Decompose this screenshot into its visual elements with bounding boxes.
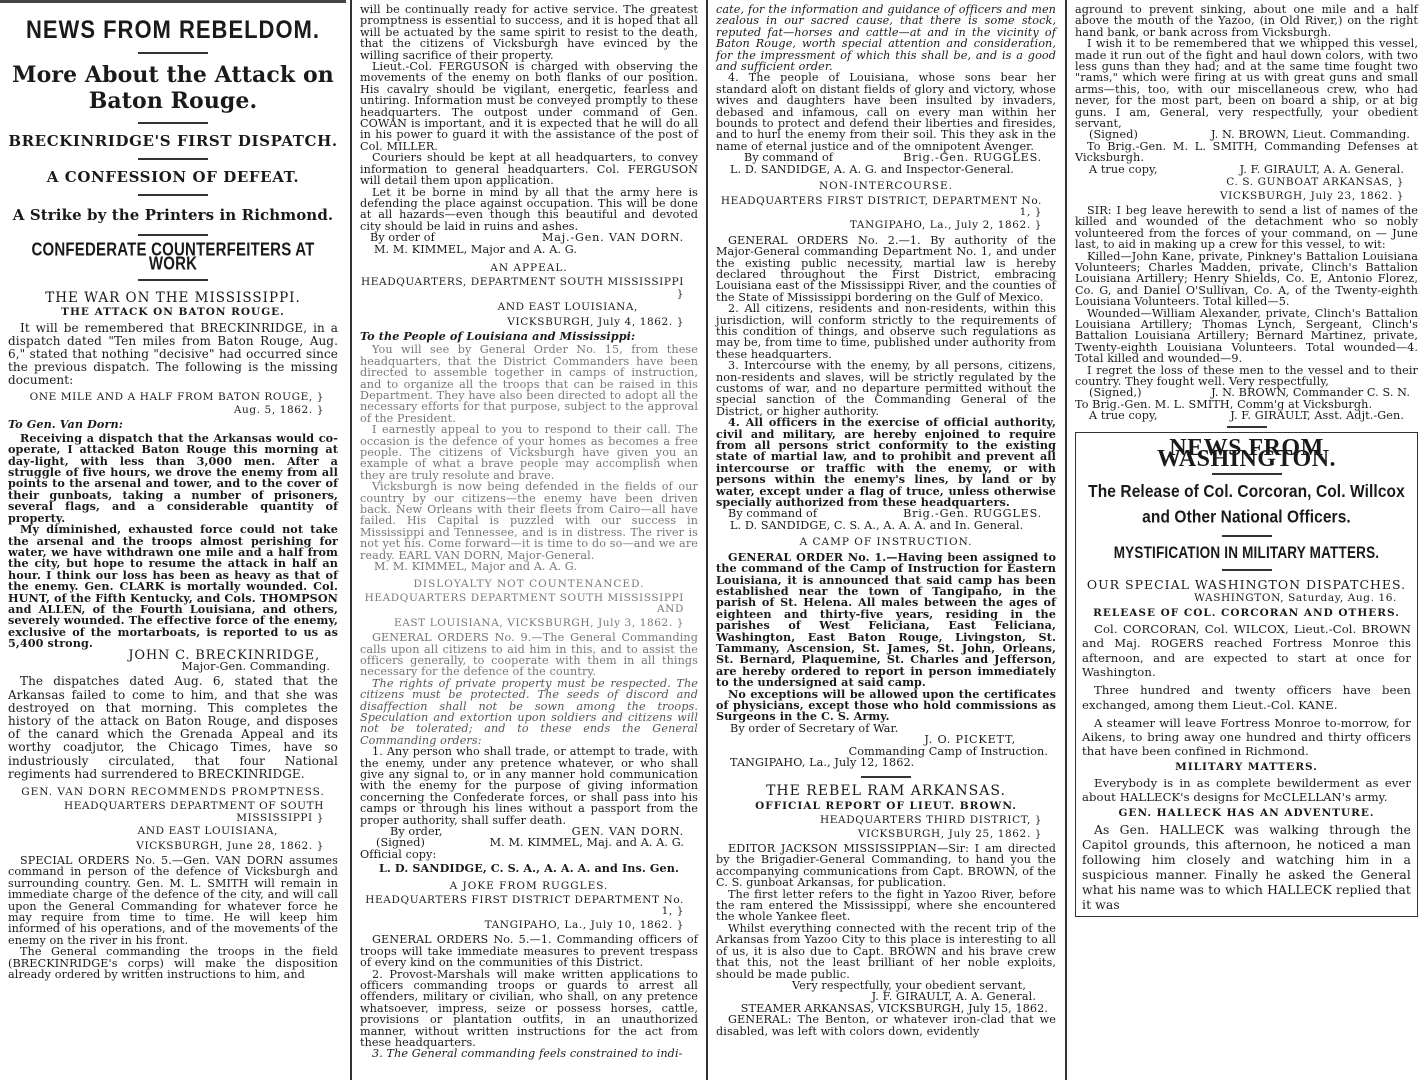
true-copy-line xyxy=(1075,410,1418,421)
by-command-label: By command of xyxy=(744,151,834,165)
headquarters-line: HEADQUARTERS FIRST DISTRICT DEPARTMENT No. 1, } xyxy=(365,894,684,918)
salutation: To the People of Louisiana and Mississippi: xyxy=(360,328,636,343)
deck-printers-strike: A Strike by the Printers in Richmond. xyxy=(12,206,334,224)
closing-line: Very respectfully, your obedient servant, xyxy=(792,978,1026,992)
article-paragraph: Whilst everything connected with the recent trip of the Arkansas from Yazoo City to this place is interesting to all of us, it is also due to Capt. BROWN and his brave crew that this, not the least brilliant of her noble exploits, should be made public. xyxy=(716,921,1056,981)
separator xyxy=(138,279,208,281)
article-paragraph: To Brig.-Gen. M. L. SMITH, Commanding Defenses at Vicksburgh. xyxy=(1075,139,1418,165)
aag-line: L. D. SANDIDGE, C. S. A., A. A. A. and In. General. xyxy=(730,518,1024,532)
true-copy-line xyxy=(1075,164,1418,175)
section-title-washington-dispatches: OUR SPECIAL WASHINGTON DISPATCHES. xyxy=(1086,576,1407,592)
signature-title: Major-Gen. Commanding. xyxy=(181,659,330,673)
by-command-label: By command of xyxy=(728,507,818,521)
subsection-military-matters: MILITARY MATTERS. xyxy=(1175,760,1318,773)
article-paragraph: GENERAL ORDERS No. 5.—1. Commanding officers of troops will take immediate measures to prevent trespass of every kind on the communities of this District. xyxy=(360,933,698,970)
headquarters-line: VICKSBURGH, July 4, 1862. } xyxy=(507,315,684,328)
headquarters-line: VICKSBURGH, June 28, 1862. } xyxy=(136,839,324,852)
article-paragraph: Receiving a dispatch that the Arkansas would co-operate, I attacked Baton Rouge this morning at day-light, with less than 3,000 men. After a struggle of five hours, we drove the enemy from all points to the arsenal and tower, and to the cover of their gunboats, taking a number of prisoners, several flags, and a considerable quantity of property. xyxy=(8,430,338,525)
washington-news-box xyxy=(1075,432,1418,918)
by-order-signer: Maj.-Gen. VAN DORN. xyxy=(542,231,684,245)
headquarters-line: TANGIPAHO, La., July 10, 1862. } xyxy=(484,918,684,931)
headquarters-line: AND EAST LOUISIANA, xyxy=(497,301,638,314)
by-command-signer: Brig.-Gen. RUGGLES. xyxy=(903,151,1042,165)
signature-name: J. O. PICKETT, xyxy=(924,733,1016,747)
official-copy-label: Official copy: xyxy=(360,847,437,861)
article-paragraph: GENERAL ORDERS No. 9.—The General Commanding calls upon all citizens to aid him in this, and to assist the officers generally, to cooperate with them in all things necessary for the defence of the country. xyxy=(360,631,698,679)
by-order-signer: GEN. VAN DORN. xyxy=(571,825,684,839)
article-paragraph: Couriers should be kept at all headquarters, to convey information to general headquarters. Col. FERGUSON will detail them upon application. xyxy=(360,151,698,188)
article-paragraph: GENERAL: The Benton, or whatever iron-clad that we disabled, was left with colors down, evidently xyxy=(716,1013,1056,1038)
steamer-dateline: STEAMER ARKANSAS, VICKSBURGH, July 15, 1862. xyxy=(740,1001,1048,1015)
section-title-war-mississippi: THE WAR ON THE MISSISSIPPI. xyxy=(45,289,301,306)
column-2 xyxy=(350,0,706,1080)
article-paragraph: EDITOR JACKSON MISSISSIPPIAN—Sir: I am directed by the Brigadier-General Commanding, to hand you the accompanying communications from Capt. BROWN, of the C. S. gunboat Arkansas, for publication. xyxy=(716,842,1056,890)
headquarters-line: HEADQUARTERS DEPARTMENT OF SOUTH MISSISSIPPI } xyxy=(63,800,324,824)
article-paragraph: To Brig.-Gen. M. L. SMITH, Comm'g at Vicksburgh. xyxy=(1075,397,1373,411)
signed-label: (Signed) xyxy=(376,836,425,850)
subsection-attack-baton-rouge: THE ATTACK ON BATON ROUGE. xyxy=(61,306,285,319)
deck-breckinridge-dispatch: BRECKINRIDGE'S FIRST DISPATCH. xyxy=(8,132,338,150)
section-title-joke-ruggles: A JOKE FROM RUGGLES. xyxy=(449,879,609,892)
article-paragraph: Wounded—William Alexander, private, Clinch's Battalion Louisiana Artillery; Thomas Lynch, Sergeant, Clinch's Battalion Louisiana Artillery; Bernard Martinez, private, Twenty-eighth Louisiana Volunteers. Total wounded—4. Total killed and wounded—9. xyxy=(1075,306,1418,366)
true-copy-label: A true copy, xyxy=(1089,162,1158,176)
signed-label: (Signed) xyxy=(1089,128,1138,142)
masthead-rebeldom: NEWS FROM REBELDOM. xyxy=(26,15,320,44)
article-paragraph: No exceptions will be allowed upon the certificates of physicians, except those who hold commissions as Surgeons in the C. S. Army. xyxy=(716,686,1056,724)
salutation: To Gen. Van Dorn: xyxy=(8,417,123,432)
article-paragraph: The first letter refers to the fight in Yazoo River, before the ram entered the Mississippi, where she encountered the whole Yankee fleet. xyxy=(716,887,1056,924)
signed-signer: J. N. BROWN, Lieut. Commanding. xyxy=(1210,128,1410,142)
separator xyxy=(1222,535,1272,537)
article-paragraph: As Gen. HALLECK was walking through the Capitol grounds, this afternoon, he noticed a man following him closely and watching him in a suspicious manner. Finally he asked the General what his name was to which HALLECK replied that it was xyxy=(1082,822,1411,913)
signature-title: Commanding Camp of Instruction. xyxy=(848,744,1048,758)
section-title-appeal: AN APPEAL. xyxy=(490,261,568,274)
dateline: ONE MILE AND A HALF FROM BATON ROUGE, } xyxy=(29,390,324,403)
article-paragraph: 3. The General commanding feels constrained to indi- xyxy=(372,1047,683,1061)
deck-mystification: MYSTIFICATION IN MILITARY MATTERS. xyxy=(1113,543,1380,563)
signed-signer: J. N. BROWN, Commander C. S. N. xyxy=(1211,386,1410,400)
section-title-rebel-ram: THE REBEL RAM ARKANSAS. xyxy=(766,783,1006,800)
separator xyxy=(138,234,208,236)
article-paragraph: SPECIAL ORDERS No. 5.—Gen. VAN DORN assumes command in person of the defence of Vicksburgh and surrounding country. Gen. M. L. SMITH will remain in immediate charge of the defence of the city, and will call upon the General Commanding for whatever force he may require from time to time. He will keep him informed of his operations, and of the movements of the enemy on the river in his front. xyxy=(8,854,338,947)
article-paragraph: 2. All citizens, residents and non-residents, within this jurisdiction, will conform strictly to the requirements of this condition of things, and observe such regulations as may be, from time to time, published under authority from these headquarters. xyxy=(716,302,1056,361)
subsection-halleck-adventure: GEN. HALLECK HAS AN ADVENTURE. xyxy=(1118,806,1375,819)
article-paragraph: Vicksburgh is now being defended in the fields of our country by our citizens—the enemy have been driven back. New Orleans with their fleets from Cairo—all have failed. His Capital is puzzled with our success in Mississippi and Tennessee, and is in distress. The river is not yet his. Come forward—it is time to do so—and we are ready. EARL VAN DORN, Major-General. xyxy=(360,480,698,562)
article-paragraph: 3. Intercourse with the enemy, by all persons, citizens, non-residents and slaves, will be strictly regulated by the customs of war, and no departure permitted without the special sanction of the Commanding General of the District, or higher authority. xyxy=(716,359,1056,418)
signature-name: JOHN C. BRECKINRIDGE, xyxy=(128,647,320,663)
article-paragraph: Three hundred and twenty officers have been exchanged, among them Lieut.-Col. KANE. xyxy=(1082,683,1411,712)
article-paragraph: SIR: I beg leave herewith to send a list of names of the killed and wounded of the detachment who so nobly volunteered from the forces of your command, on — June last, to aid in making up a crew for this vessel, to wit: xyxy=(1075,203,1418,252)
section-title-disloyalty: DISLOYALTY NOT COUNTENANCED. xyxy=(413,577,645,590)
article-paragraph: Everybody is in as complete bewilderment as ever about HALLECK's designs for McCLELLAN's army. xyxy=(1082,776,1411,805)
by-command-line xyxy=(716,152,1056,163)
article-paragraph: I regret the loss of these men to the vessel and to their country. They fought well. Very respectfully, xyxy=(1075,363,1418,388)
dateline: Aug. 5, 1862. } xyxy=(233,404,324,417)
article-paragraph: 2. Provost-Marshals will make written applications to officers commanding troops or guards to arrest all offenders, military or civilian, who shall, on any pretence whatsoever, impress, seize or possess horses, cattle, provisions or plantation outfits, in an unauthorized manner, without written instructions for the act from these headquarters. xyxy=(360,967,698,1049)
by-order-line: By order of Secretary of War. xyxy=(730,721,899,735)
article-paragraph: aground to prevent sinking, about one mile and a half above the mouth of the Yazoo, (in Old River,) on the right hand bank, or bank across from Vicksburgh. xyxy=(1075,3,1418,39)
article-paragraph: The General commanding the troops in the field (BRECKINRIDGE's corps) will make the disposition already ordered by written instructions to him, and xyxy=(8,945,338,982)
column-1 xyxy=(0,0,346,1080)
dateline: TANGIPAHO, La., July 12, 1862. xyxy=(730,756,915,769)
closing-signature: J. F. GIRAULT, A. A. General. xyxy=(871,990,1036,1004)
subsection-official-report: OFFICIAL REPORT OF LIEUT. BROWN. xyxy=(755,799,1017,812)
column-3 xyxy=(706,0,1064,1080)
by-order-label: By order of xyxy=(370,231,435,245)
section-title-van-dorn: GEN. VAN DORN RECOMMENDS PROMPTNESS. xyxy=(21,786,325,798)
article-paragraph: 4. All officers in the exercise of official authority, civil and military, are hereby enjoined to require from all persons strict conformity to the existing state of martial law, and to prohibit and prevent all intercourse or traffic with the enemy, or with persons within the enemy's lines, by land or by water, except under a flag of truce, unless otherwise specially authorized from these headquarters. xyxy=(716,415,1056,510)
article-paragraph: 1. Any person who shall trade, or attempt to trade, with the enemy, under any pretence whatever, or who shall give any signal to, or in any manner hold communication with the enemy for the purpose of giving information concerning the Confederate forces, or shall pass into his camps or through his lines without a passport from the proper authority, shall suffer death. xyxy=(360,745,698,827)
separator xyxy=(861,776,911,778)
article-paragraph: My diminished, exhausted force could not take the arsenal and the troops almost perishing for water, we have withdrawn one mile and a half from the city, but hope to resume the attack in half an hour. I think our loss has been as heavy as that of the enemy. Gen. CLARK is mortally wounded. Col. HUNT, of the Fifth Kentucky, and Cols. THOMPSON and ALLEN, of the Fourth Louisiana, and others, severely wounded. The effective force of the enemy, exclusive of the mortarboats, is reported to us as 5,400 strong. xyxy=(8,522,338,651)
separator xyxy=(138,158,208,160)
article-paragraph: cate, for the information and guidance of officers and men zealous in our sacred cause, that there is some stock, reputed fat—horses and cattle—at and in the vicinity of Baton Rouge, worth special attention and consideration, for the impressment of which this shall be, and is a good and sufficient order. xyxy=(716,3,1056,74)
official-signature: L. D. SANDIDGE, C. S. A., A. A. A. and Ins. Gen. xyxy=(378,861,680,876)
article-paragraph: GENERAL ORDER No. 1.—Having been assigned to the command of the Camp of Instruction for Eastern Louisiana, it is announced that said camp has been established near the town of Tangipaho, in the parish of St. Helena. All males between the ages of eighteen and thirty-five years, residing in the parishes of West Feliciana, East Feliciana, Washington, East Baton Rouge, Livingston, St. Tammany, Ascension, St. James, St. John, Orleans, St. Bernard, Plaquemine, St. Charles and Jefferson, are hereby ordered to report in person immediately to the undersigned at said camp. xyxy=(716,549,1056,690)
headquarters-line: AND EAST LOUISIANA, xyxy=(137,825,278,838)
article-paragraph: I wish it to be remembered that we whipped this vessel, made it run out of the fight and haul down colors, with two less guns than they had; and at the same time fought two "rams," which were firing at us with great guns and small arms—this, too, with our miscellaneous crew, who had never, for the most part, been on board a ship, or at big guns. I am, General, very respectfully, your obedient servant, xyxy=(1075,37,1418,131)
by-order-label: By order, xyxy=(390,825,443,839)
article-paragraph: It will be remembered that BRECKINRIDGE, in a dispatch dated "Ten miles from Baton Rouge, Aug. 6," stated that nothing "decisive" had occurred since the previous dispatch. The following is the missing document: xyxy=(8,320,338,387)
headquarters-line: HEADQUARTERS DEPARTMENT SOUTH MISSISSIPPI AND xyxy=(364,591,684,616)
top-rule xyxy=(0,0,346,3)
true-copy-label: A true copy, xyxy=(1089,409,1158,423)
separator xyxy=(138,194,208,196)
separator xyxy=(1212,473,1282,475)
by-command-signer: Brig.-Gen. RUGGLES. xyxy=(903,507,1042,521)
article-paragraph: Col. CORCORAN, Col. WILCOX, Lieut.-Col. BROWN and Maj. ROGERS reached Fortress Monroe this afternoon, and are expected to start at once for Washington. xyxy=(1082,622,1411,679)
separator xyxy=(138,122,208,124)
headline-baton-rouge: More About the Attack on Baton Rouge. xyxy=(12,62,334,114)
article-paragraph: A steamer will leave Fortress Monroe to-morrow, for Aikens, to bring away one hundred and thirty officers that have been confined in Richmond. xyxy=(1082,715,1411,759)
subsection-release-corcoran: RELEASE OF COL. CORCORAN AND OTHERS. xyxy=(1093,606,1400,619)
article-paragraph: will be continually ready for active service. The greatest promptness is essential to success, and it is hoped that all will be actuated by the same spirit to resist to the death, that the citizens of Vicksburgh have evinced by the willing sacrifice of their property. xyxy=(360,3,698,62)
article-paragraph: The rights of private property must be respected. The citizens must be protected. The seeds of discord and disaffection shall not be sown among the troops. Speculation and extortion upon soldiers and citizens will not be tolerated; and to these ends the General Commanding orders: xyxy=(360,676,698,747)
aag-line: M. M. KIMMEL, Major and A. A. G. xyxy=(374,242,578,256)
masthead-washington: NEWS FROM WASHINGTON. xyxy=(1156,434,1337,473)
headquarters-line: HEADQUARTERS THIRD DISTRICT, } xyxy=(819,814,1042,827)
aag-line: L. D. SANDIDGE, A. A. G. and Inspector-General. xyxy=(730,162,1014,176)
article-paragraph: I earnestly appeal to you to respond to their call. The occasion is the defence of your homes as becomes a free people. The citizens of Vicksburgh have given you an example of what a brave people may accomplish when they are truly resolute and brave. xyxy=(360,423,698,482)
separator xyxy=(138,52,208,54)
true-copy-signer: J. F. GIRAULT, Asst. Adjt.-Gen. xyxy=(1230,409,1404,423)
headquarters-line: C. S. GUNBOAT ARKANSAS, } xyxy=(1226,176,1404,189)
article-paragraph: The dispatches dated Aug. 6, stated that the Arkansas failed to come to him, and that she was destroyed on that morning. This completes the history of the attack on Baton Rouge, and disposes of the canard which the Grenada Appeal and its worthy coadjutor, the Chicago Times, have so industriously circulated, that four National regiments had surrendered to BRECKINRIDGE. xyxy=(8,674,338,781)
article-paragraph: Let it be borne in mind by all that the army here is defending the place against occupation. This will be done at all hazards—even though this beautiful and devoted city should be laid in ruins and ashes. xyxy=(360,185,698,233)
article-paragraph: Killed—John Kane, private, Pinkney's Battalion Louisiana Volunteers; Charles Madden, private, Clinch's Battalion Louisiana Artillery; Henry Shields, Co. E, Antonio Florez, Co. G, and Daniel O'Sullivan, Co. A, of the Twenty-eighth Louisiana Volunteers. Total killed—5. xyxy=(1075,249,1418,309)
signed-label: (Signed,) xyxy=(1089,386,1142,400)
column-4 xyxy=(1065,0,1426,1080)
separator xyxy=(1222,569,1272,571)
signed-signer: M. M. KIMMEL, Maj. and A. A. G. xyxy=(489,836,684,850)
true-copy-signer: J. F. GIRAULT, A. A. General. xyxy=(1239,162,1404,176)
headquarters-line: TANGIPAHO, La., July 2, 1862. } xyxy=(849,219,1042,232)
headquarters-line: VICKSBURGH, July 25, 1862. } xyxy=(857,827,1042,840)
separator xyxy=(1227,426,1267,428)
headquarters-line: VICKSBURGH, July 23, 1862. } xyxy=(1219,189,1404,202)
headline-corcoran-release: The Release of Col. Corcoran, Col. Willcox and Other National Officers. xyxy=(1088,482,1405,528)
deck-counterfeiters: CONFEDERATE COUNTERFEITERS AT WORK xyxy=(31,239,315,275)
article-paragraph: 4. The people of Louisiana, whose sons bear her standard aloft on distant fields of glory and victory, whose wives and daughters have been insulted by invaders, debased and infamous, call on every man within her bounds to protect and defend their liberties and firesides, and to hurl the enemy from their soil. This they ask in the name of eternal justice and of the omnipotent Avenger. xyxy=(716,71,1056,153)
article-paragraph: You will see by General Order No. 15, from these headquarters, that the District Commanders have been directed to assemble together in camps of instruction, and to organize all the troops that can be raised in this Department. They have also been directed to adopt all the necessary efforts for that purpose, subject to the approval of the President. xyxy=(360,343,698,425)
headquarters-line: HEADQUARTERS, DEPARTMENT SOUTH MISSISSIPPI } xyxy=(361,276,684,300)
by-order-line xyxy=(360,232,698,243)
article-paragraph: GENERAL ORDERS No. 2.—1. By authority of the Major-General commanding Department No. 1, and under the existing public necessity, martial law is hereby declared throughout the First District, embracing Louisiana east of the Mississippi River, and the counties of the State of Mississippi bordering on the Gulf of Mexico. xyxy=(716,233,1056,304)
deck-confession: A CONFESSION OF DEFEAT. xyxy=(46,168,300,186)
article-paragraph: Lieut.-Col. FERGUSON is charged with observing the movements of the enemy on both flanks of our position. His cavalry should be vigilant, energetic, fearless and untiring. Information must be conveyed promptly to these headquarters. The outpost under command of Gen. COWAN is important, and it is expected that he will do all in his power to guard it with the assistance of the post of Col. MILLER. xyxy=(360,60,698,153)
headquarters-line: EAST LOUISIANA, VICKSBURGH, July 3, 1862. } xyxy=(393,616,684,629)
section-title-camp-instruction: A CAMP OF INSTRUCTION. xyxy=(799,536,973,549)
headquarters-line: HEADQUARTERS FIRST DISTRICT, DEPARTMENT No. 1, } xyxy=(720,194,1042,218)
aag-line: M. M. KIMMEL, Major and A. A. G. xyxy=(374,560,578,574)
section-title-non-intercourse: NON-INTERCOURSE. xyxy=(818,180,954,193)
dateline: WASHINGTON, Saturday, Aug. 16. xyxy=(1194,592,1397,605)
